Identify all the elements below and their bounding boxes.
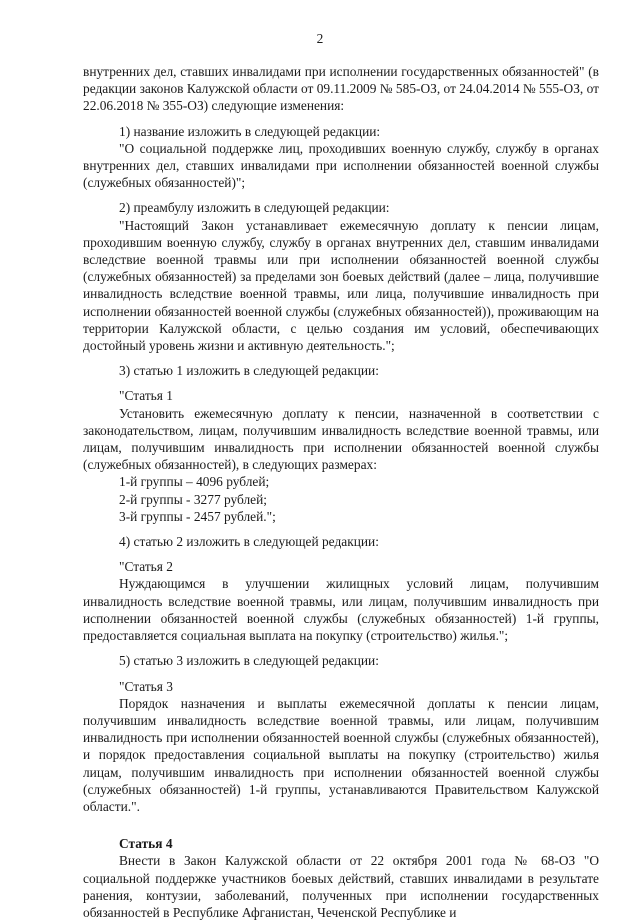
article-1-title: "Статья 1 bbox=[119, 388, 173, 404]
article-2-text: Нуждающимся в улучшении жилищных условий лицам, получившим инвалидность вследствие военной травмы, или лицам, получившим инвалидность при исполнении обязанностей военной службы (служебных обязанностей) 1-й группы, предоставляется социальная выплата на покупку (строительство) жилья."; bbox=[83, 576, 599, 644]
item-2-heading: 2) преамбулу изложить в следующей редакции: bbox=[119, 200, 390, 216]
article-2-title: "Статья 2 bbox=[119, 559, 173, 575]
intro-paragraph: внутренних дел, ставших инвалидами при исполнении государственных обязанностей" (в редакции законов Калужской области от 09.11.2009 № 585-ОЗ, от 24.04.2014 № 555-ОЗ, от 22.06.2018 № 355-ОЗ) следующие изменения: bbox=[83, 64, 599, 114]
item-4-heading: 4) статью 2 изложить в следующей редакции: bbox=[119, 534, 379, 550]
page-number: 2 bbox=[316, 31, 324, 46]
group-1-amount: 1-й группы – 4096 рублей; bbox=[119, 474, 270, 490]
document-body bbox=[83, 63, 599, 921]
item-5-heading: 5) статью 3 изложить в следующей редакции: bbox=[119, 653, 379, 669]
group-2-amount: 2-й группы - 3277 рублей; bbox=[119, 491, 268, 507]
item-2-text: "Настоящий Закон устанавливает ежемесячную доплату к пенсии лицам, проходившим военную службу, службу в органах внутренних дел, ставшим инвалидами вследствие военной травмы или при исполнении обязанностей военной службы (служебных обязанностей) за пределами зон боевых действий (далее – лица, получившие инвалидность вследствие военной травмы, или лица, получившие инвалидность при исполнении обязанностей военной службы (служебных обязанностей)), проживающим на территории Калужской области, с целью создания им условий, обеспечивающих достойный уровень жизни и активную деятельность."; bbox=[83, 217, 599, 354]
item-1-text: "О социальной поддержке лиц, проходивших военную службу, службу в органах внутренних дел, ставших инвалидами при исполнении обязанностей военной службы (служебных обязанностей)"; bbox=[83, 140, 599, 191]
item-1-heading: 1) название изложить в следующей редакции: bbox=[119, 123, 381, 139]
item-3-heading: 3) статью 1 изложить в следующей редакции: bbox=[119, 363, 379, 379]
article-4-text: Внести в Закон Калужской области от 22 октября 2001 года № 68-ОЗ "О социальной поддержке участников боевых действий, ставших инвалидами в результате ранения, контузии, заболеваний, полученных при исполнении государственных обязанностей в Республике Афганистан, Чеченской Республике и bbox=[83, 853, 599, 920]
article-3-title: "Статья 3 bbox=[119, 678, 173, 694]
article-1-text: Установить ежемесячную доплату к пенсии, назначенной в соответствии с законодательством, лицам, получившим инвалидность вследствие военной травмы, или лицам, получившим инвалидность при исполнении обязанностей военной службы (служебных обязанностей), в следующих размерах: bbox=[83, 405, 599, 473]
article-4-title: Статья 4 bbox=[119, 836, 173, 852]
article-3-text: Порядок назначения и выплаты ежемесячной доплаты к пенсии лицам, получившим инвалидность вследствие военной травмы, или лицам, получившим инвалидность при исполнении обязанностей военной службы (служебных обязанностей), и порядок предоставления социальной выплаты на покупку (строительство) жилья лицам, получившим инвалидность при исполнении обязанностей военной службы (служебных обязанностей) 1-й группы, устанавливаются Правительством Калужской области.". bbox=[83, 695, 599, 814]
group-3-amount: 3-й группы - 2457 рублей."; bbox=[119, 508, 276, 524]
